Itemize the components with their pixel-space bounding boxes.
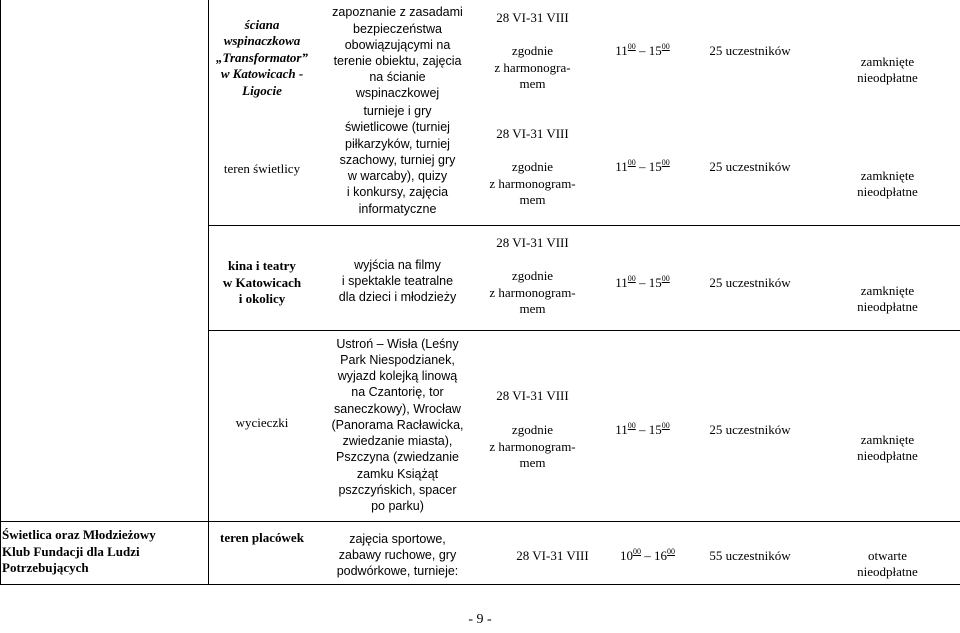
- schedule-line: zgodnie: [511, 422, 554, 438]
- dates-cell: [480, 8, 585, 28]
- scope-line: Park Niespodzianek,: [340, 353, 455, 368]
- scope-line: obowiązującymi na: [344, 37, 451, 52]
- scope-line: zapoznanie z zasadami: [332, 5, 463, 20]
- organizer-line: Świetlica oraz Młodzieżowy: [2, 527, 156, 543]
- scope-line: podwórkowe, turnieje:: [336, 564, 459, 579]
- hours-text: $10^{00} - 16^{00}$: [620, 546, 675, 563]
- dates-cell: [480, 386, 585, 406]
- place-line: i okolicy: [238, 291, 286, 307]
- form-cell: [830, 430, 945, 466]
- schedule-cell: [480, 420, 585, 474]
- participants-text: 55 uczestników: [709, 547, 791, 563]
- scope-cell-cinema-outings: [325, 256, 470, 306]
- schedule-line: zgodnie: [511, 268, 554, 284]
- schedule-line: mem: [519, 455, 546, 471]
- hours-text: $11^{00} - 15^{00}$: [615, 157, 670, 174]
- place-cell-facilities: [209, 528, 315, 548]
- place-line: wspinaczkowa: [223, 33, 301, 49]
- participants-cell: [695, 546, 805, 566]
- scope-line: zabawy ruchowe, gry: [338, 547, 457, 562]
- scope-line: wspinaczkowej: [355, 86, 440, 101]
- place-line: ściana: [244, 16, 280, 32]
- scope-line: informatyczne: [358, 201, 437, 216]
- schedule-cell: [480, 157, 585, 211]
- form-line: zamknięte: [860, 282, 915, 298]
- scope-cell-trips: [325, 333, 470, 517]
- form-line: nieodpłatne: [857, 184, 918, 199]
- dates-text: 28 VI-31 VIII: [496, 125, 569, 141]
- scope-line: terenie obiektu, zajęcia: [333, 54, 462, 68]
- schedule-line: mem: [519, 76, 546, 92]
- form-line: nieodpłatne: [857, 564, 918, 579]
- participants-text: 25 uczestników: [709, 42, 791, 58]
- scope-line: Pszczyna (zwiedzanie: [336, 450, 459, 465]
- scope-line: wyjazd kolejką linową: [337, 369, 458, 384]
- place-line: w Katowicach: [222, 274, 302, 290]
- form-cell: [830, 166, 945, 202]
- place-line: teren świetlicy: [223, 160, 301, 176]
- schedule-line: z harmonogram-: [489, 438, 576, 454]
- scope-line: zwiedzanie miasta),: [342, 434, 453, 449]
- scope-line: na Czantorię, tor: [351, 385, 444, 400]
- participants-text: 25 uczestników: [709, 421, 791, 437]
- schedule-line: mem: [519, 301, 546, 317]
- form-line: nieodpłatne: [857, 448, 918, 463]
- dates-cell: [495, 546, 610, 566]
- form-line: zamknięte: [860, 53, 915, 69]
- form-line: nieodpłatne: [857, 299, 918, 314]
- table-border-bottom: [0, 584, 960, 585]
- scope-line: saneczkowy), Wrocław: [334, 401, 461, 416]
- hours-cell: [595, 41, 690, 61]
- row-divider-1: [208, 225, 960, 226]
- place-cell-common-room: [209, 158, 315, 180]
- scope-line: po parku): [371, 498, 424, 513]
- scope-line: i konkursy, zajęcia: [346, 185, 449, 200]
- scope-line: (Panorama Racławicka,: [331, 417, 464, 432]
- scope-line: szachowy, turniej gry: [339, 152, 456, 167]
- scope-line: i spektakle teatralne: [341, 273, 454, 288]
- schedule-line: z harmonogram-: [489, 175, 576, 191]
- form-line: zamknięte: [860, 167, 915, 183]
- form-line: zamknięte: [860, 431, 915, 447]
- hours-cell: [595, 273, 690, 293]
- place-line: Ligocie: [242, 82, 282, 98]
- place-cell-trips: [209, 412, 315, 434]
- dates-cell: [480, 233, 585, 253]
- dates-text: 28 VI-31 VIII: [516, 547, 589, 563]
- table-border-left: [0, 0, 1, 585]
- place-line: wycieczki: [235, 414, 289, 430]
- hours-cell: [605, 546, 690, 566]
- schedule-line: mem: [519, 192, 546, 208]
- hours-cell: [595, 157, 690, 177]
- participants-cell: [695, 157, 805, 177]
- hours-text: $11^{00} - 15^{00}$: [615, 41, 670, 58]
- form-cell: [830, 281, 945, 317]
- scope-line: świetlicowe (turniej: [345, 120, 450, 135]
- scope-line: wyjścia na filmy: [354, 257, 441, 272]
- scope-line: zamku Książąt: [356, 466, 439, 481]
- scope-cell-sports: [325, 530, 470, 580]
- hours-text: $11^{00} - 15^{00}$: [615, 420, 670, 437]
- row-divider-3: [0, 521, 960, 522]
- scope-cell-tournaments: [325, 103, 470, 217]
- schedule-line: zgodnie: [511, 43, 554, 59]
- organizer-line: Potrzebujących: [2, 560, 89, 576]
- scope-line: piłkarzyków, turniej: [345, 136, 450, 151]
- page-number: - 9 -: [468, 612, 492, 627]
- place-line: „Transformator”: [216, 49, 308, 65]
- place-cell-climbing-wall: [209, 8, 315, 108]
- schedule-line: z harmonogram-: [489, 284, 576, 300]
- scope-cell-climbing: [325, 4, 470, 102]
- participants-text: 25 uczestników: [709, 158, 791, 174]
- schedule-line: zgodnie: [511, 159, 554, 175]
- scope-line: na ścianie: [369, 70, 426, 85]
- place-line: teren placówek: [220, 529, 304, 545]
- form-line: otwarte: [868, 547, 907, 563]
- participants-cell: [695, 273, 805, 293]
- participants-cell: [695, 420, 805, 440]
- dates-text: 28 VI-31 VIII: [496, 9, 569, 25]
- hours-cell: [595, 420, 690, 440]
- scope-line: pszczyńskich, spacer: [338, 482, 457, 497]
- scope-line: zajęcia sportowe,: [349, 531, 446, 546]
- schedule-line: z harmonogra-: [494, 59, 571, 75]
- hours-text: $11^{00} - 15^{00}$: [615, 273, 670, 290]
- scope-line: bezpieczeństwa: [353, 21, 442, 36]
- form-cell: [830, 52, 945, 88]
- form-line: nieodpłatne: [857, 70, 918, 85]
- schedule-cell: [480, 266, 585, 320]
- dates-text: 28 VI-31 VIII: [496, 234, 569, 250]
- scope-line: Ustroń – Wisła (Leśny: [336, 336, 459, 351]
- scope-line: dla dzieci i młodzieży: [338, 290, 457, 305]
- row-divider-2: [208, 330, 960, 331]
- participants-text: 25 uczestników: [709, 274, 791, 290]
- scope-line: w warcaby), quizy: [347, 169, 448, 184]
- participants-cell: [695, 41, 805, 61]
- place-cell-cinemas: [209, 256, 315, 310]
- dates-cell: [480, 124, 585, 144]
- form-cell: [830, 546, 945, 582]
- place-line: kina i teatry: [228, 258, 296, 274]
- schedule-cell: [480, 42, 585, 94]
- organizer-cell: [2, 524, 206, 580]
- place-line: w Katowicach -: [220, 66, 304, 82]
- scope-line: turnieje i gry: [363, 104, 432, 119]
- dates-text: 28 VI-31 VIII: [496, 387, 569, 403]
- organizer-line: Klub Fundacji dla Ludzi: [2, 543, 140, 559]
